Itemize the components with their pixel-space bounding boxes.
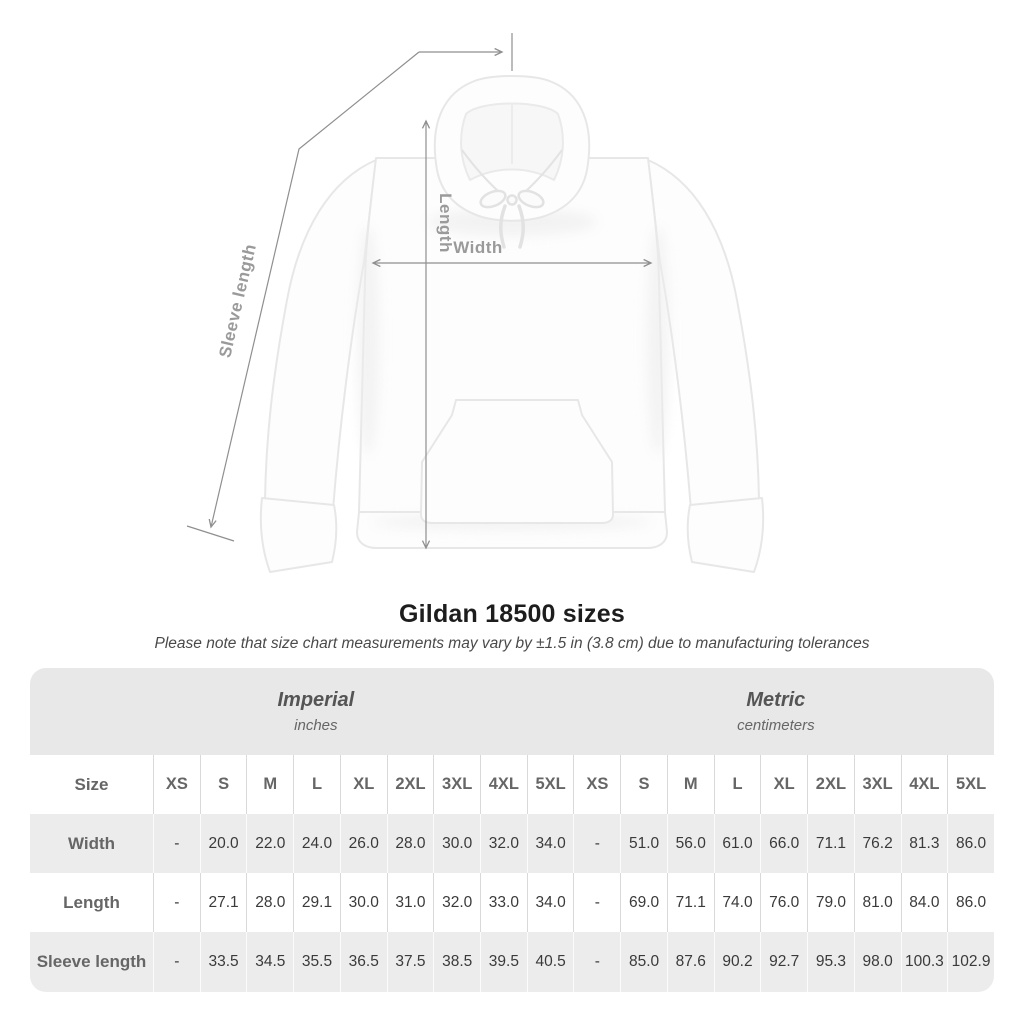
sleeve-imperial-cell: 35.5 — [293, 932, 340, 992]
length-metric-cell: 84.0 — [901, 873, 948, 932]
size-header-cell: XS — [573, 755, 620, 814]
width-metric-cell: 66.0 — [760, 814, 807, 873]
page-title: Gildan 18500 sizes — [399, 600, 625, 628]
size-table — [30, 668, 994, 992]
width-metric-cell: 71.1 — [807, 814, 854, 873]
length-metric-cell: 69.0 — [620, 873, 667, 932]
width-imperial-cell: 26.0 — [340, 814, 387, 873]
size-header-cell: L — [714, 755, 761, 814]
size-header-cell: 4XL — [480, 755, 527, 814]
width-metric-cell: - — [573, 814, 620, 873]
unit-group-row — [30, 668, 994, 755]
row-label-sleeve-length: Sleeve length — [36, 952, 147, 971]
length-imperial-cell: 33.0 — [480, 873, 527, 932]
sleeve-imperial-cell: 34.5 — [246, 932, 293, 992]
table-row-sleeve-length — [30, 932, 994, 992]
length-imperial-cell: 27.1 — [200, 873, 247, 932]
size-header-cell: 5XL — [947, 755, 994, 814]
length-metric-cell: - — [573, 873, 620, 932]
sleeve-imperial-cell: 33.5 — [200, 932, 247, 992]
width-imperial-cell: 32.0 — [480, 814, 527, 873]
width-metric-cell: 61.0 — [714, 814, 761, 873]
size-header-cell: S — [200, 755, 247, 814]
sleeve-imperial-cell: 36.5 — [340, 932, 387, 992]
size-header-cell: M — [667, 755, 714, 814]
width-metric-cell: 76.2 — [854, 814, 901, 873]
sleeve-metric-cell: 95.3 — [807, 932, 854, 992]
left-cuff-shape — [261, 498, 337, 572]
width-metric-cell: 81.3 — [901, 814, 948, 873]
sleeve-metric-cell: 100.3 — [901, 932, 948, 992]
sleeve-imperial-cell: 39.5 — [480, 932, 527, 992]
size-corner-label: Size — [74, 774, 109, 794]
size-header-cell: L — [293, 755, 340, 814]
size-header-cell: 4XL — [901, 755, 948, 814]
sleeve-metric-cell: 92.7 — [760, 932, 807, 992]
size-header-row — [30, 755, 994, 814]
size-header-cell: S — [620, 755, 667, 814]
sleeve-metric-cell: 87.6 — [667, 932, 714, 992]
size-header-cell: M — [246, 755, 293, 814]
width-imperial-cell: 28.0 — [387, 814, 434, 873]
length-imperial-cell: 29.1 — [293, 873, 340, 932]
width-imperial-cell: 24.0 — [293, 814, 340, 873]
length-imperial-cell: 30.0 — [340, 873, 387, 932]
sleeve-imperial-cell: 40.5 — [527, 932, 574, 992]
length-imperial-cell: - — [153, 873, 200, 932]
table-row-length — [30, 873, 994, 932]
sleeve-imperial-cell: - — [153, 932, 200, 992]
size-header-cell: 3XL — [433, 755, 480, 814]
sleeve-imperial-cell: 37.5 — [387, 932, 434, 992]
right-cuff-shape — [688, 498, 764, 572]
length-metric-cell: 81.0 — [854, 873, 901, 932]
pocket-shape — [421, 400, 613, 523]
table-row-width — [30, 814, 994, 873]
row-label-width: Width — [67, 833, 116, 853]
length-metric-cell: 74.0 — [714, 873, 761, 932]
length-metric-cell: 86.0 — [947, 873, 994, 932]
size-header-cell: XL — [340, 755, 387, 814]
row-label-length: Length — [63, 892, 120, 912]
width-imperial-cell: 22.0 — [246, 814, 293, 873]
size-header-cell: 3XL — [854, 755, 901, 814]
size-header-cell: 2XL — [807, 755, 854, 814]
width-imperial-cell: 20.0 — [200, 814, 247, 873]
metric-unit-label: centimeters — [737, 717, 815, 734]
width-metric-cell: 51.0 — [620, 814, 667, 873]
sleeve-metric-cell: 98.0 — [854, 932, 901, 992]
imperial-unit-label: inches — [294, 717, 338, 734]
metric-label: Metric — [746, 689, 806, 711]
sleeve-metric-cell: 85.0 — [620, 932, 667, 992]
width-metric-cell: 56.0 — [667, 814, 714, 873]
width-imperial-cell: - — [153, 814, 200, 873]
hoodie-illustration — [261, 76, 763, 572]
width-label: Width — [453, 238, 503, 257]
page-subtitle: Please note that size chart measurements may vary by ±1.5 in (3.8 cm) due to manufacturing tolerances — [154, 635, 870, 652]
sleeve-length-label: Sleeve length — [215, 242, 260, 360]
imperial-label: Imperial — [277, 689, 355, 711]
length-metric-cell: 71.1 — [667, 873, 714, 932]
sleeve-metric-cell: 102.9 — [947, 932, 994, 992]
size-header-cell: 5XL — [527, 755, 574, 814]
length-imperial-cell: 31.0 — [387, 873, 434, 932]
sleeve-metric-cell: 90.2 — [714, 932, 761, 992]
group-header-metric — [574, 668, 994, 755]
width-metric-cell: 86.0 — [947, 814, 994, 873]
length-label: Length — [436, 193, 455, 253]
size-header-cell: XS — [153, 755, 200, 814]
width-imperial-cell: 30.0 — [433, 814, 480, 873]
width-imperial-cell: 34.0 — [527, 814, 574, 873]
length-imperial-cell: 28.0 — [246, 873, 293, 932]
group-header-imperial — [30, 668, 574, 755]
length-metric-cell: 76.0 — [760, 873, 807, 932]
sleeve-metric-cell: - — [573, 932, 620, 992]
length-metric-cell: 79.0 — [807, 873, 854, 932]
sleeve-imperial-cell: 38.5 — [433, 932, 480, 992]
size-header-cell: 2XL — [387, 755, 434, 814]
length-imperial-cell: 34.0 — [527, 873, 574, 932]
length-imperial-cell: 32.0 — [433, 873, 480, 932]
size-header-cell: XL — [760, 755, 807, 814]
